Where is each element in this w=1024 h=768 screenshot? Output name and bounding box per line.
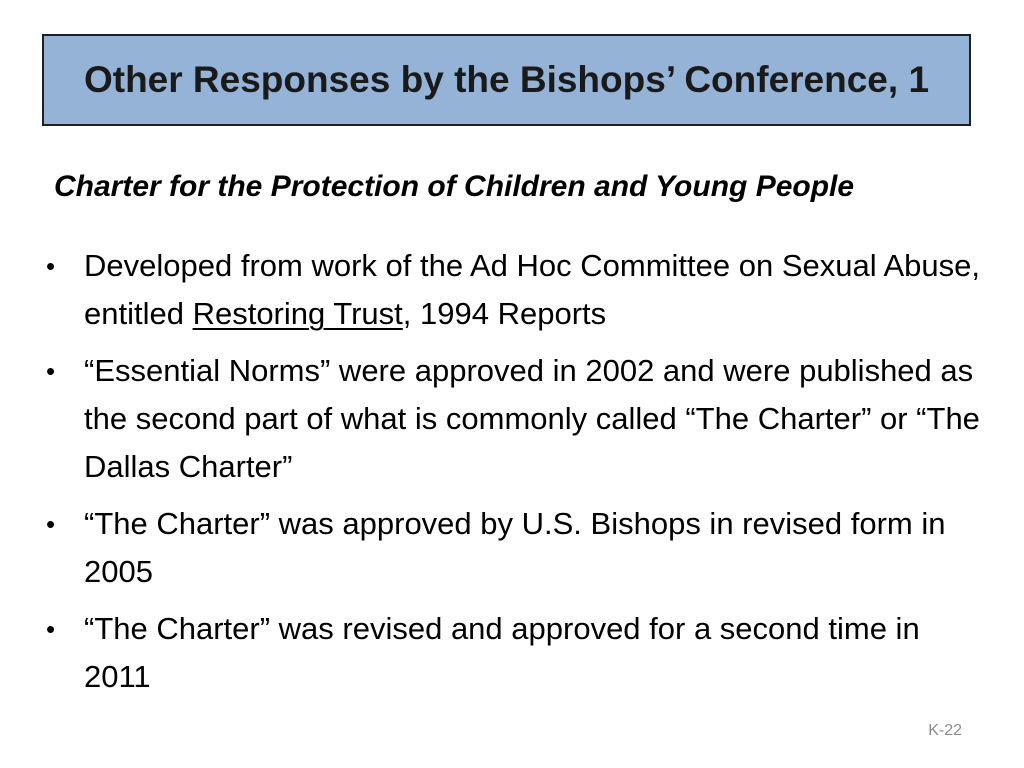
bullet-item-3 [46, 500, 986, 596]
bullet-text-pre: Developed from work of the Ad Hoc Committee on Sexual Abuse, entitled [84, 248, 981, 331]
title-box [42, 34, 971, 126]
bullet-text: “The Charter” was revised and approved for a second time in 2011 [84, 611, 920, 694]
bullet-icon: • [46, 614, 56, 644]
bullet-item-4 [46, 605, 986, 701]
slide-subtitle: Charter for the Protection of Children and Young People [54, 170, 855, 203]
bullet-list [46, 242, 986, 710]
bullet-text-post: , 1994 Reports [402, 296, 607, 331]
bullet-icon: • [46, 356, 56, 386]
slide-title: Other Responses by the Bishops’ Conference, 1 [83, 59, 930, 100]
bullet-item-2 [46, 347, 986, 491]
bullet-text: “The Charter” was approved by U.S. Bishops in revised form in 2005 [84, 506, 946, 589]
bullet-icon: • [46, 509, 56, 539]
bullet-item-1 [46, 242, 986, 338]
bullet-icon: • [46, 251, 56, 281]
slide-number: K-22 [928, 722, 962, 739]
bullet-text: “Essential Norms” were approved in 2002 and were published as the second part of what is commonly called “The Charter” or “The Dallas Charter” [84, 353, 980, 484]
restoring-trust-reference: Restoring Trust [192, 296, 403, 331]
